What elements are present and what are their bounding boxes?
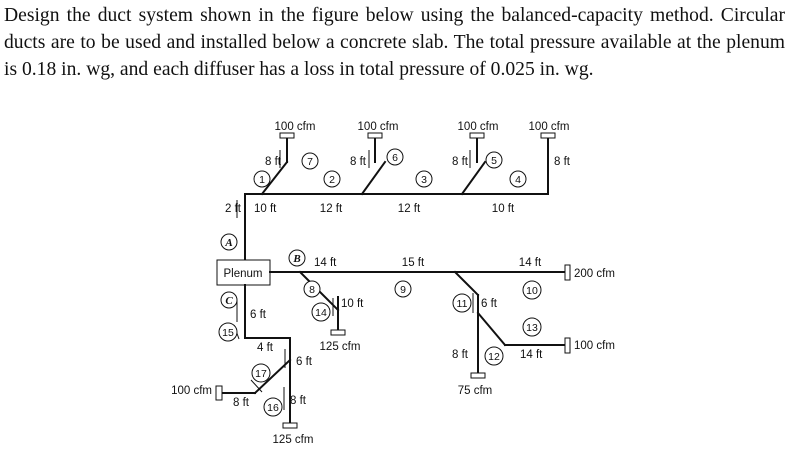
airflow-bottom: 125 cfm — [272, 434, 314, 446]
section-number-1: 1 — [259, 174, 265, 186]
section-number-7: 7 — [307, 156, 313, 168]
branch-duct-13 — [478, 313, 505, 345]
section-number-2: 2 — [329, 174, 335, 186]
diffuser-right-bottom — [565, 338, 570, 353]
length-top-1: 10 ft — [254, 203, 277, 215]
diffuser-top-3 — [470, 133, 484, 138]
branch-duct-11 — [455, 272, 478, 295]
section-number-11: 11 — [456, 298, 468, 310]
length-plenum-up: 2 ft — [225, 203, 241, 215]
length-drop-7: 8 ft — [265, 156, 281, 168]
length-main-3: 14 ft — [518, 257, 542, 269]
section-number-4: 4 — [515, 174, 521, 186]
problem-statement: Design the duct system shown in the figure below using the balanced-capacity method. Circular ducts are to be used and installed below a concrete slab. The total pressure available at the plenum is 0.18 in. wg, and each diffuser has a loss in total pressure of 0.025 in. wg. — [4, 5, 785, 80]
airflow-top-1: 100 cfm — [274, 121, 316, 133]
top-diffusers — [280, 133, 555, 138]
length-low-8-left: 8 ft — [233, 397, 249, 409]
length-top-3: 12 ft — [397, 203, 421, 215]
airflow-mid: 125 cfm — [319, 341, 361, 353]
section-number-6: 6 — [392, 152, 398, 164]
length-low-6: 6 ft — [296, 356, 312, 368]
section-number-12: 12 — [488, 351, 500, 363]
length-low-8-right: 8 ft — [290, 395, 306, 407]
length-down-11: 6 ft — [481, 298, 497, 310]
length-drop-5: 8 ft — [452, 156, 468, 168]
length-right-13: 14 ft — [520, 349, 543, 361]
diffuser-top-4 — [541, 133, 555, 138]
diffuser-top-2 — [368, 133, 382, 138]
airflow-right-bottom: 100 cfm — [574, 340, 615, 352]
plenum-label: Plenum — [223, 268, 263, 280]
diffuser-mid — [331, 330, 345, 335]
section-number-8: 8 — [309, 284, 315, 296]
airflow-bottom-right: 75 cfm — [457, 385, 493, 397]
section-number-9: 9 — [400, 284, 406, 296]
length-b-main: 14 ft — [314, 257, 337, 269]
section-number-3: 3 — [421, 174, 427, 186]
airflow-top-4: 100 cfm — [528, 121, 570, 133]
airflow-left: 100 cfm — [171, 385, 212, 397]
section-number-13: 13 — [526, 322, 538, 334]
section-letter-b: B — [293, 253, 301, 265]
diffuser-right-top — [565, 265, 570, 280]
section-number-17: 17 — [255, 368, 267, 380]
length-down-14: 10 ft — [341, 298, 364, 310]
diffuser-top-1 — [280, 133, 294, 138]
section-number-15: 15 — [222, 327, 234, 339]
length-main-2: 15 ft — [401, 257, 425, 269]
length-c-down: 6 ft — [250, 309, 266, 321]
length-top-2: 12 ft — [319, 203, 343, 215]
length-top-4: 10 ft — [491, 203, 515, 215]
length-low-4: 4 ft — [257, 342, 273, 354]
section-letter-a: A — [225, 237, 233, 249]
airflow-top-3: 100 cfm — [457, 121, 499, 133]
section-number-14: 14 — [315, 307, 327, 319]
diffuser-bottom-right — [471, 373, 485, 378]
airflow-top-2: 100 cfm — [357, 121, 399, 133]
diffuser-bottom — [283, 423, 297, 428]
section-number-5: 5 — [491, 155, 497, 167]
section-number-10: 10 — [526, 285, 538, 297]
section-letter-c: C — [225, 295, 233, 307]
section-number-16: 16 — [267, 402, 279, 414]
airflow-right-top: 200 cfm — [574, 268, 615, 280]
diffuser-left — [216, 386, 222, 400]
length-drop-4: 8 ft — [554, 156, 570, 168]
length-down-12: 8 ft — [452, 349, 468, 361]
length-drop-6: 8 ft — [350, 156, 366, 168]
